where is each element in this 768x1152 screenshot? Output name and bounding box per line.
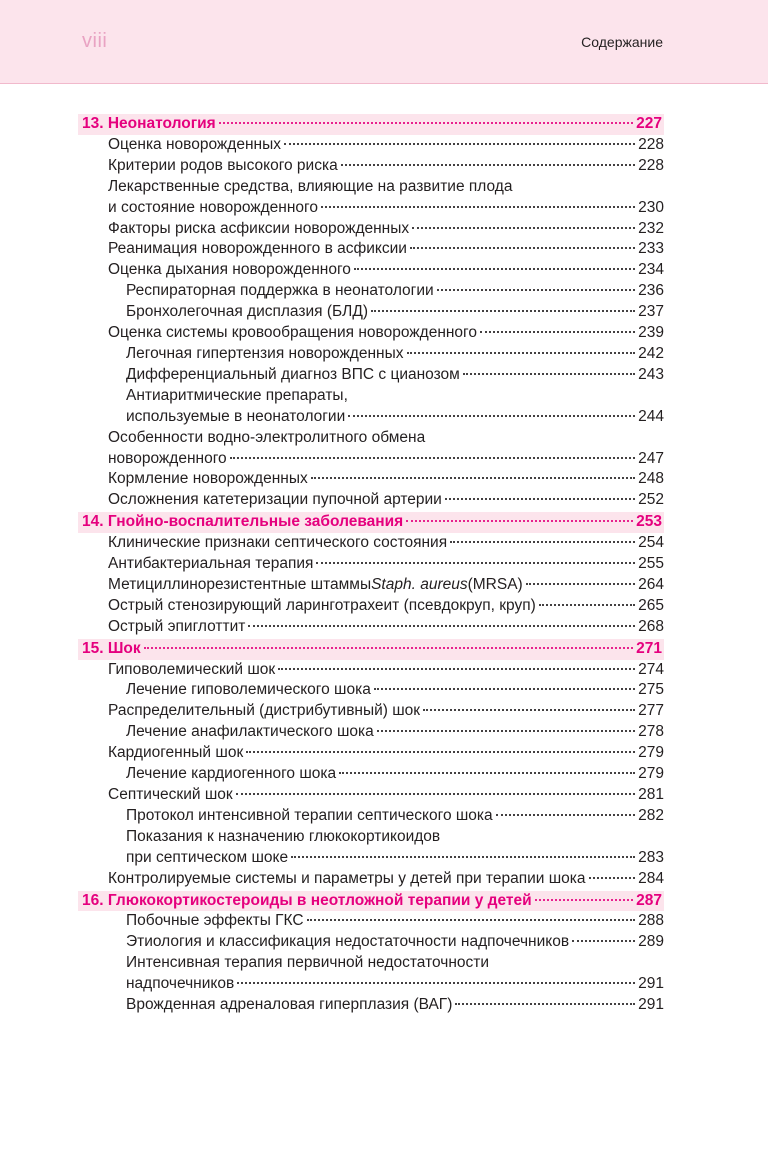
toc-entry-row: [78, 449, 664, 470]
entry-title: Осложнения катетеризации пупочной артерии: [108, 491, 442, 509]
entry-title: Протокол интенсивной терапии септического шока: [126, 806, 493, 824]
toc-chapter-row: [78, 512, 664, 533]
toc-entry-row: [78, 995, 664, 1016]
dot-leader: [480, 331, 635, 333]
dot-leader: [526, 583, 635, 585]
page-ref: 281: [638, 786, 664, 803]
page-ref: 228: [638, 135, 664, 153]
dot-leader: [316, 562, 635, 564]
dot-leader: [445, 498, 635, 500]
page-ref: 288: [638, 912, 664, 930]
page-ref: 271: [636, 639, 662, 657]
toc-entry-row: [78, 156, 664, 177]
table-of-contents: [78, 114, 664, 1016]
chapter-title: Гнойно-воспалительные заболевания: [107, 513, 404, 531]
dot-leader: [237, 982, 635, 984]
entry-title: Септический шок: [108, 786, 233, 803]
toc-entry-line: [78, 953, 664, 974]
dot-leader: [374, 688, 635, 690]
toc-entry-row: [78, 219, 664, 240]
page-ref: 275: [638, 681, 664, 699]
toc-entry-line: [78, 428, 664, 449]
chapter-title: Глюкокортикостероиды в неотложной терапии у детей: [107, 891, 532, 909]
toc-chapter-row: [78, 114, 664, 135]
toc-entry-row: [78, 198, 664, 219]
toc-entry-row: [78, 533, 664, 554]
toc-entry-row: [78, 660, 664, 681]
dot-leader: [572, 940, 635, 942]
entry-title: Оценка дыхания новорожденного: [108, 261, 351, 279]
dot-leader: [311, 477, 635, 479]
toc-entry-row: [78, 344, 664, 365]
dot-leader: [406, 520, 633, 522]
page-ref: 239: [638, 324, 664, 342]
page-ref: 244: [638, 407, 664, 425]
page-ref: 247: [638, 449, 664, 467]
entry-title: Дифференциальный диагноз ВПС с цианозом: [126, 365, 460, 383]
entry-title: Факторы риска асфиксии новорожденных: [108, 219, 410, 237]
toc-entry-line: [78, 827, 664, 848]
dot-leader: [412, 227, 635, 229]
entry-title: Клинические признаки септического состояния: [108, 534, 448, 552]
entry-title: надпочечников: [126, 975, 235, 993]
entry-title: Острый стенозирующий ларинготрахеит (псевдокруп, круп): [108, 596, 536, 614]
toc-entry-row: [78, 932, 664, 953]
page-ref: 242: [638, 344, 664, 362]
toc-entry-row: [78, 722, 664, 743]
dot-leader: [341, 164, 635, 166]
toc-entry-row: [78, 281, 664, 302]
page-ref: 284: [638, 869, 664, 887]
entry-title: новорожденного: [108, 449, 227, 467]
dot-leader: [278, 668, 635, 670]
toc-chapter-row: [78, 891, 664, 912]
entry-title: Распределительный (дистрибутивный) шок: [108, 702, 421, 720]
page-ref: 265: [638, 596, 664, 614]
entry-title: Побочные эффекты ГКС: [126, 912, 304, 930]
dot-leader: [348, 415, 635, 417]
entry-title: Лечение гиповолемического шока: [126, 681, 371, 699]
toc-entry-row: [78, 764, 664, 785]
toc-entry-row: [78, 617, 664, 638]
entry-title: и состояние новорожденного: [108, 198, 318, 216]
entry-title: Контролируемые системы и параметры у детей при терапии шока: [108, 869, 586, 887]
chapter-number: 13.: [82, 115, 108, 132]
entry-title: Легочная гипертензия новорожденных: [126, 344, 404, 362]
page-ref: 243: [638, 365, 664, 383]
entry-title: Этиология и классификация недостаточности надпочечников: [126, 933, 570, 951]
dot-leader: [371, 310, 635, 312]
page-ref: 253: [636, 513, 662, 531]
page-ref: 252: [638, 491, 664, 509]
dot-leader: [339, 772, 635, 774]
page-ref: 234: [638, 261, 664, 279]
page-ref: 279: [638, 744, 664, 762]
toc-entry-row: [78, 490, 664, 511]
chapter-number: 14.: [82, 513, 108, 531]
chapter-number: 16.: [82, 891, 108, 909]
toc-entry-row: [78, 596, 664, 617]
dot-leader: [423, 709, 635, 711]
dot-leader: [539, 604, 635, 606]
chapter-title: Неонатология: [107, 115, 216, 132]
entry-title: Лечение анафилактического шока: [126, 723, 374, 741]
toc-entry-row: [78, 302, 664, 323]
page-ref: 255: [638, 555, 664, 573]
toc-entry-row: [78, 365, 664, 386]
page-ref: 282: [638, 806, 664, 824]
toc-entry-line: [78, 177, 664, 198]
page-ref: 232: [638, 219, 664, 237]
page-ref: 268: [638, 617, 664, 635]
page-ref: 228: [638, 156, 664, 174]
dot-leader: [219, 122, 633, 124]
dot-leader: [377, 730, 635, 732]
chapter-title: Шок: [107, 639, 141, 657]
entry-title: Врожденная адреналовая гиперплазия (ВАГ): [126, 996, 453, 1014]
dot-leader: [236, 793, 635, 795]
entry-title: Антибактериальная терапия: [108, 555, 314, 573]
page-number: viii: [82, 30, 108, 52]
toc-entry-row: [78, 135, 664, 156]
dot-leader: [589, 877, 636, 879]
toc-entry-row: [78, 323, 664, 344]
toc-entry-row: [78, 848, 664, 869]
entry-title: Интенсивная терапия первичной недостаточности: [126, 954, 490, 972]
entry-title: Кормление новорожденных: [108, 470, 308, 488]
page-ref: 287: [636, 891, 662, 909]
entry-title: Бронхолегочная дисплазия (БЛД): [126, 303, 369, 321]
entry-title-suffix: (MRSA): [467, 575, 523, 593]
dot-leader: [437, 289, 635, 291]
dot-leader: [463, 373, 635, 375]
dot-leader: [307, 919, 636, 921]
entry-title: Метициллинорезистентные штаммы: [108, 575, 372, 593]
toc-entry-row: [78, 554, 664, 575]
page-ref: 291: [638, 975, 664, 993]
toc-entry-row: [78, 785, 664, 806]
entry-title: Лекарственные средства, влияющие на развитие плода: [108, 177, 513, 195]
page-ref: 233: [638, 240, 664, 258]
dot-leader: [354, 268, 635, 270]
toc-entry-row: [78, 469, 664, 490]
dot-leader: [455, 1003, 635, 1005]
entry-title: Реанимация новорожденного в асфиксии: [108, 240, 407, 258]
page-ref: 237: [638, 303, 664, 321]
toc-entry-row: [78, 680, 664, 701]
page-ref: 283: [638, 848, 664, 866]
running-title: Содержание: [581, 34, 663, 50]
page-header: [0, 0, 768, 84]
dot-leader: [144, 647, 633, 649]
toc-entry-row: [78, 701, 664, 722]
entry-title: используемые в неонатологии: [126, 407, 346, 425]
dot-leader: [248, 625, 635, 627]
page-ref: 230: [638, 198, 664, 216]
page-ref: 248: [638, 470, 664, 488]
toc-entry-row: [78, 407, 664, 428]
entry-title: Оценка системы кровообращения новорожденного: [108, 324, 477, 342]
page-ref: 291: [638, 996, 664, 1014]
entry-title-italic: Staph. aureus: [371, 575, 468, 593]
page-ref: 236: [638, 282, 664, 300]
toc-entry-row: [78, 260, 664, 281]
page-ref: 279: [638, 765, 664, 783]
toc-entry-row: [78, 974, 664, 995]
dot-leader: [407, 352, 636, 354]
dot-leader: [246, 751, 635, 753]
dot-leader: [284, 143, 635, 145]
page-ref: 254: [638, 534, 664, 552]
dot-leader: [321, 206, 635, 208]
toc-entry-row: [78, 575, 664, 596]
toc-chapter-row: [78, 639, 664, 660]
page-ref: 289: [638, 933, 664, 951]
entry-title: Особенности водно-электролитного обмена: [108, 428, 426, 446]
page-ref: 278: [638, 723, 664, 741]
page-ref: 264: [638, 575, 664, 593]
dot-leader: [450, 541, 635, 543]
entry-title: Показания к назначению глюкокортикоидов: [126, 827, 441, 845]
entry-title: Оценка новорожденных: [108, 135, 281, 153]
toc-entry-row: [78, 869, 664, 890]
entry-title: Критерии родов высокого риска: [108, 156, 338, 174]
toc-entry-line: [78, 386, 664, 407]
toc-entry-row: [78, 806, 664, 827]
toc-entry-row: [78, 743, 664, 764]
entry-title: Респираторная поддержка в неонатологии: [126, 282, 434, 300]
entry-title: Лечение кардиогенного шока: [126, 765, 337, 783]
page-ref: 277: [638, 702, 664, 720]
entry-title: Кардиогенный шок: [108, 744, 244, 762]
dot-leader: [496, 814, 635, 816]
toc-entry-row: [78, 911, 664, 932]
entry-title: Гиповолемический шок: [108, 660, 276, 678]
entry-title: Острый эпиглоттит: [108, 617, 246, 635]
dot-leader: [410, 247, 635, 249]
entry-title: при септическом шоке: [126, 848, 289, 866]
chapter-number: 15.: [82, 639, 108, 657]
page-ref: 227: [636, 115, 662, 132]
dot-leader: [535, 899, 633, 901]
dot-leader: [230, 457, 635, 459]
toc-entry-row: [78, 239, 664, 260]
dot-leader: [291, 856, 635, 858]
entry-title: Антиаритмические препараты,: [126, 386, 348, 404]
page-ref: 274: [638, 660, 664, 678]
